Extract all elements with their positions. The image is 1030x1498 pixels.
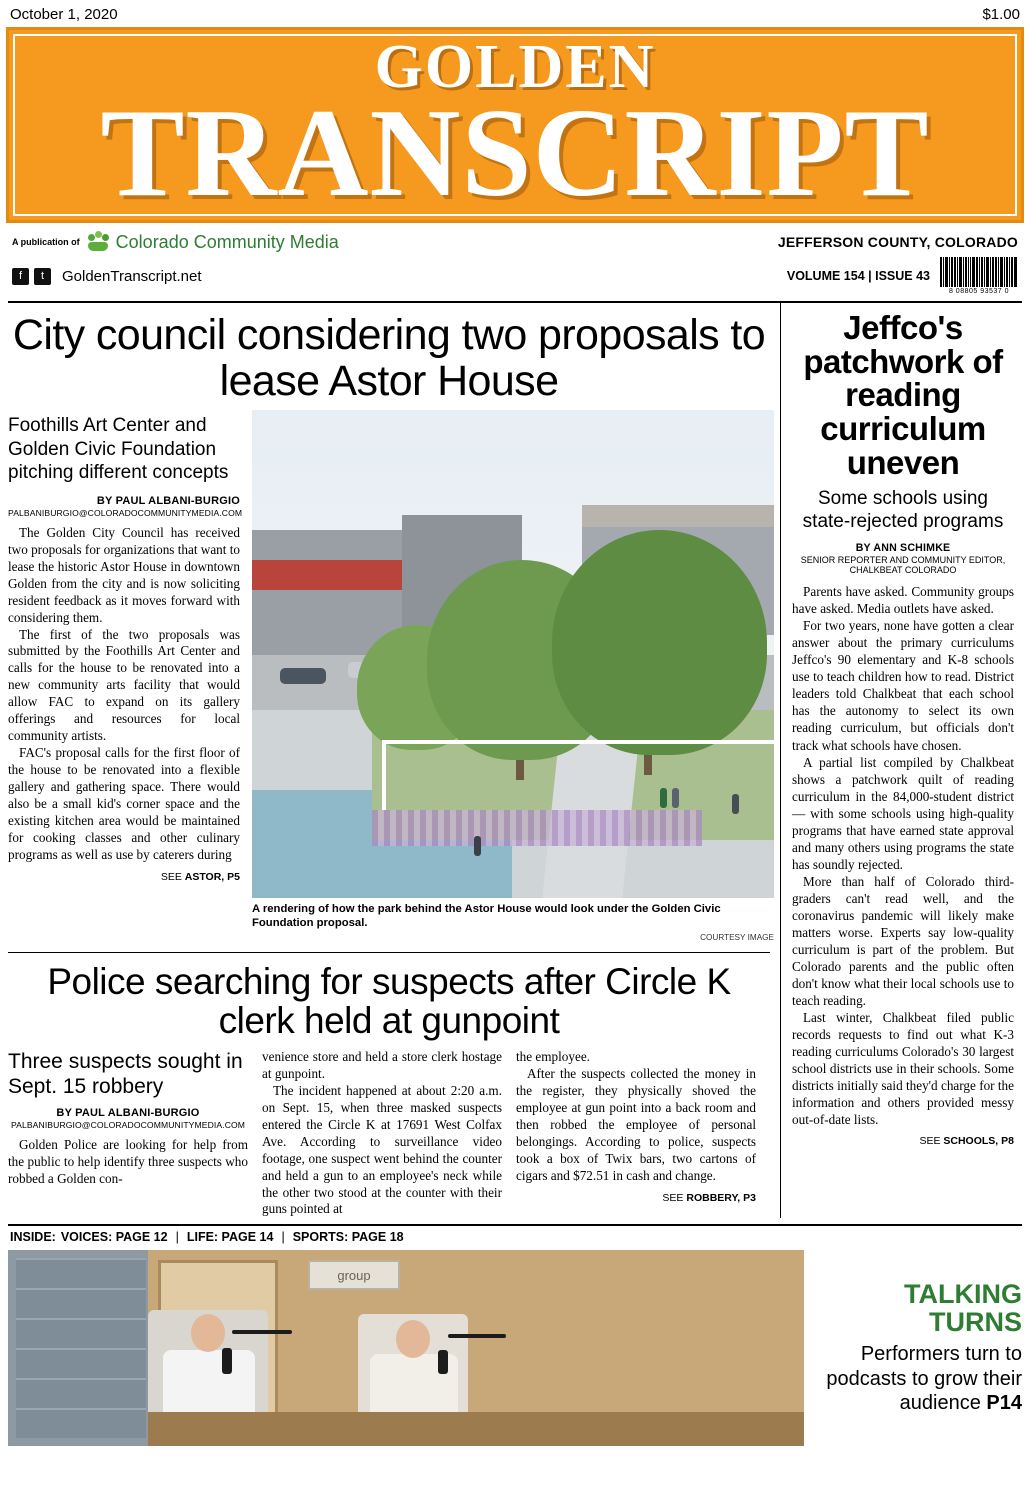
paragraph: Parents have asked. Community groups have asked. Media outlets have asked. [792,584,1014,617]
main-column [8,303,780,1218]
jump-label: SEE [160,870,182,883]
promo-text-block[interactable] [804,1250,1022,1446]
volume-barcode-group [787,257,1018,295]
promo-kicker-line2: TURNS [929,1306,1022,1337]
lead-story-byline-email[interactable]: PALBANIBURGIO@COLORADOCOMMUNITYMEDIA.COM [8,507,243,518]
facebook-icon[interactable]: f [12,268,29,285]
promo-photo-block [8,1250,804,1446]
lead-story-deck: Foothills Art Center and Golden Civic Foundation pitching different concepts [8,415,229,484]
promo-description [818,1342,1022,1415]
second-story-body-col1 [8,1137,248,1188]
publication-of-label: A publication of [12,237,80,247]
rail-story-byline-title: SENIOR REPORTER AND COMMUNITY EDITOR, CHALKBEAT COLORADO [800,554,1006,576]
jump-label: SEE [919,1135,941,1148]
lead-story-body [8,525,240,864]
issue-price: $1.00 [982,6,1020,23]
rail-story-body [792,583,1014,1128]
second-story-body-col3 [516,1049,756,1185]
second-story-headline[interactable]: Police searching for suspects after Circle K clerk held at gunpoint [47,960,731,1042]
inside-label: INSIDE: [10,1230,56,1245]
issue-date: October 1, 2020 [10,6,118,23]
barcode-bars [940,257,1018,287]
jump-page: P3 [743,1191,756,1204]
top-bar [0,0,1030,25]
promo-page[interactable]: P14 [986,1392,1022,1415]
second-story-body-col2 [262,1049,502,1219]
jump-page: P5 [227,870,240,883]
jump-label: SEE [662,1191,684,1204]
lead-story-photo-block [252,410,774,942]
jump-page: P8 [1001,1135,1014,1148]
promo-description-text: Performers turn to podcasts to grow their audience [826,1343,1022,1415]
lead-story-byline: BY PAUL ALBANI-BURGIO [96,494,240,507]
paragraph: A partial list compiled by Chalkbeat shows a patchwork quilt of reading curriculum in the 84,000-student district — with some schools using high-quality programs that have earned state approval and many others using programs the state has soundly rejected. [792,754,1014,872]
right-rail [780,303,1014,1218]
inside-item-life[interactable]: LIFE: PAGE 14 [186,1230,274,1245]
paragraph: The first of the two proposals was submitted by the Foothills Art Center and calls for the house to be renovated into a new community arts facility that would allow FAC to expand on its gallery offerings and resources for local community artists. [8,626,240,744]
jump-target: ASTOR, [184,870,225,883]
masthead-title-line1: GOLDEN [374,33,656,101]
publisher-group [12,231,339,253]
region-label: JEFFERSON COUNTY, COLORADO [777,234,1018,250]
barcode-number: 8 08805 93537 0 [948,288,1010,295]
lead-story-photo-credit: COURTESY IMAGE [700,932,774,942]
jump-target: ROBBERY, [686,1191,741,1204]
rail-story-headline[interactable]: Jeffco's patchwork of reading curriculum uneven [803,309,1003,481]
astor-house-park-rendering [252,410,774,898]
second-story-deck: Three suspects sought in Sept. 15 robbery [8,1049,243,1099]
paragraph: venience store and held a store clerk hostage at gunpoint. [262,1048,502,1081]
lead-story-body-row [8,410,774,942]
network-name: Colorado Community Media [115,231,339,252]
podcast-studio-photo [8,1250,804,1446]
masthead-title-line2: TRANSCRIPT [100,84,930,223]
second-story-column-2 [262,1049,502,1219]
paragraph: Golden Police are looking for help from the public to help identify three suspects who robbed a Golden con- [8,1137,248,1187]
second-story-byline-email[interactable]: PALBANIBURGIO@COLORADOCOMMUNITYMEDIA.COM [10,1120,246,1131]
paragraph: The Golden City Council has received two proposals for organizations that want to lease the historic Astor House in downtown Golden from the city and is now soliciting resident feedback as it moves forward with considering them. [8,524,240,625]
paragraph: Last winter, Chalkbeat filed public records requests to find out what K-3 reading curriculums Colorado's 30 largest school districts use in their schools. Some districts initially said they'd charge for the information and others provided messy out-of-date lists. [792,1010,1014,1128]
rail-story-jumpline[interactable] [792,1135,1014,1147]
inside-item-voices[interactable]: VOICES: PAGE 12 [60,1230,168,1245]
link-strip [0,257,1030,299]
second-story-column-3 [516,1049,756,1219]
second-story-columns [8,1049,770,1219]
studio-sign: group [308,1260,400,1290]
inside-separator: | [281,1230,285,1245]
lead-story-text-column [8,410,243,942]
second-story-byline: BY PAUL ALBANI-BURGIO [56,1107,200,1120]
paragraph: After the suspects collected the money in the register, they physically shoved the employee at gun point into a back room and then robbed the employee of personal belongings. According to police, suspects took a box of Twix bars, two cartons of cigars and $72.51 in cash and change. [516,1065,756,1183]
inside-bar [0,1226,1030,1250]
lead-story-headline[interactable]: City council considering two proposals to lease Astor House [12,311,766,405]
paragraph: FAC's proposal calls for the first floor of the house to be renovated into a flexible gallery and gathering space. There would also be a small kid's corner space and the existing kitchen area would be maintained for cooking classes and other culinary programs as well as use by caterers during [8,745,240,862]
paragraph: the employee. [516,1048,590,1064]
story-divider [8,952,770,953]
website-url[interactable]: GoldenTranscript.net [62,267,202,285]
rail-story-byline: BY ANN SCHIMKE [855,541,951,554]
rail-story-deck: Some schools using state-rejected programs [802,488,1004,533]
jump-target: SCHOOLS, [943,1135,999,1148]
inside-separator: | [175,1230,179,1245]
paragraph: More than half of Colorado third-graders can't read well, and the coronavirus pandemic will likely make matters worse. Experts say low-quality curriculum is part of the problem. But Colorado parents and the public often don't know what their local schools use to teach reading. [792,873,1014,1008]
publication-strip [0,223,1030,257]
colorado-community-media-logo-icon [87,231,109,253]
twitter-icon[interactable]: t [34,268,51,285]
paragraph: For two years, none have gotten a clear answer about the primary curriculums Jeffco's 90 elementary and K-8 schools use to teach children how to read. District leaders told Chalkbeat that each school has the autonomy to select its own reading curriculum, but officials don't track what schools have chosen. [792,618,1014,753]
front-page-grid [0,303,1030,1218]
lead-story-jumpline[interactable] [8,871,240,883]
second-story-jumpline[interactable] [516,1192,756,1204]
volume-issue: VOLUME 154 | ISSUE 43 [786,269,930,283]
lead-story-photo-caption: A rendering of how the park behind the Astor House would look under the Golden Civic Foundation proposal. [252,903,721,929]
promo-kicker-line1: TALKING [904,1279,1022,1310]
paragraph: The incident happened at about 2:20 a.m. on Sept. 15, when three masked suspects entered the Circle K at 17691 West Colfax Ave. According to surveillance video footage, one suspect went behind the counter and held a gun to an employee's neck while the other two stood at the counter with their guns pointed at [262,1082,502,1217]
social-links[interactable] [12,268,202,285]
inside-item-sports[interactable]: SPORTS: PAGE 18 [292,1230,404,1245]
bottom-promo[interactable] [8,1250,1022,1446]
masthead [6,27,1024,223]
second-story-column-1 [8,1049,248,1219]
barcode [940,257,1018,295]
